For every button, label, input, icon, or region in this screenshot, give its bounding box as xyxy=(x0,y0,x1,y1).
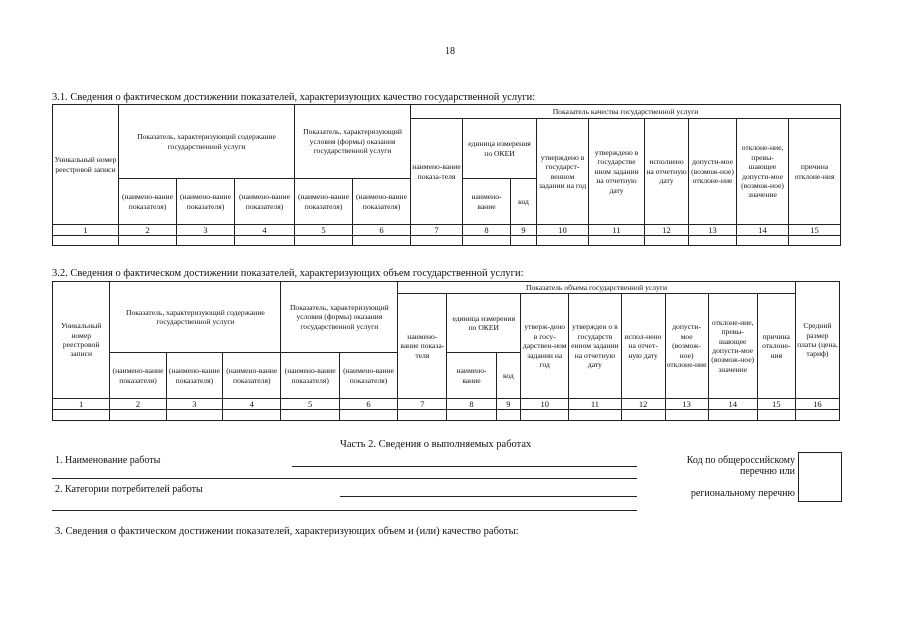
col-approved-task: утверждено в государст-венном задании на год xyxy=(537,119,589,225)
column-number: 9 xyxy=(511,225,537,236)
empty-cell[interactable] xyxy=(235,236,295,246)
code-label-line3: региональному перечню xyxy=(690,488,795,499)
column-number: 9 xyxy=(496,399,521,410)
col-unit-name: наимено-вание xyxy=(447,353,496,399)
col-unit-code: код xyxy=(511,179,537,225)
work-indicators-title: 3. Сведения о фактическом достижении показателей, характеризующих объем и (или) качество работы: xyxy=(55,526,519,537)
table-row xyxy=(53,410,840,421)
col-unit: единица измерения по ОКЕИ xyxy=(447,294,521,353)
empty-cell[interactable] xyxy=(398,410,447,421)
section-3-1-title: 3.1. Сведения о фактическом достижении показателей, характеризующих качество государственной услуги: xyxy=(52,92,536,103)
empty-cell[interactable] xyxy=(166,410,222,421)
col-executed: испол-нено на отчет-ную дату xyxy=(621,294,665,399)
work-name-label: 1. Наименование работы xyxy=(55,455,161,466)
consumer-category-label: 2. Категории потребителей работы xyxy=(55,484,203,495)
empty-cell[interactable] xyxy=(665,410,708,421)
column-number: 1 xyxy=(53,399,110,410)
consumer-category-line[interactable] xyxy=(340,496,637,497)
col-conditions-indicator: Показатель, характеризующий условия (формы) оказания государственной услуги xyxy=(281,282,398,353)
empty-cell[interactable] xyxy=(295,236,353,246)
column-number: 12 xyxy=(645,225,689,236)
column-number: 7 xyxy=(398,399,447,410)
empty-cell[interactable] xyxy=(119,236,177,246)
empty-cell[interactable] xyxy=(621,410,665,421)
volume-table xyxy=(52,281,840,421)
empty-cell[interactable] xyxy=(795,410,839,421)
column-number: 10 xyxy=(537,225,589,236)
col-approved-task: утверж-дено в госу-дарствен-ном задании на год xyxy=(521,294,569,399)
empty-cell[interactable] xyxy=(281,410,339,421)
empty-cell[interactable] xyxy=(708,410,757,421)
empty-cell[interactable] xyxy=(757,410,795,421)
col-average-price: Средний размер платы (цена, тариф) xyxy=(795,282,839,399)
sub-indicator-name: (наимено-вание показателя) xyxy=(339,353,397,399)
sub-indicator-name: (наимено-вание показателя) xyxy=(223,353,281,399)
column-number: 6 xyxy=(353,225,411,236)
registry-code-box[interactable] xyxy=(798,452,842,502)
col-executed: исполнено на отчетную дату xyxy=(645,119,689,225)
column-number: 16 xyxy=(795,399,839,410)
empty-cell[interactable] xyxy=(589,236,645,246)
col-content-indicator: Показатель, характеризующий содержание государственной услуги xyxy=(119,105,295,179)
empty-cell[interactable] xyxy=(177,236,235,246)
col-quality-indicator: Показатель качества государственной услуги xyxy=(411,105,841,119)
col-exceeding-deviation: отклоне-ние, превы-шающее допусти-мое (возмож-ное) значение xyxy=(708,294,757,399)
empty-cell[interactable] xyxy=(789,236,841,246)
col-exceeding-deviation: отклоне-ние, превы-шающее допусти-мое (возмож-ное) значение xyxy=(737,119,789,225)
empty-cell[interactable] xyxy=(511,236,537,246)
empty-cell[interactable] xyxy=(53,236,119,246)
col-unique-number: Уникальный номер реестровой записи xyxy=(53,282,110,399)
col-approved-report: утвержден о в государств енном задании на отчетную дату xyxy=(569,294,621,399)
quality-table xyxy=(52,104,841,246)
page-number: 18 xyxy=(445,46,455,57)
col-approved-report: утверждено в государстве нном задании на отчетную дату xyxy=(589,119,645,225)
empty-cell[interactable] xyxy=(411,236,463,246)
col-unique-number: Уникальный номер реестровой записи xyxy=(53,105,119,225)
work-name-underline xyxy=(52,478,637,479)
column-number: 3 xyxy=(177,225,235,236)
column-number: 7 xyxy=(411,225,463,236)
col-volume-indicator: Показатель объема государственной услуги xyxy=(398,282,796,294)
empty-cell[interactable] xyxy=(645,236,689,246)
col-content-indicator: Показатель, характеризующий содержание государственной услуги xyxy=(110,282,281,353)
empty-cell[interactable] xyxy=(496,410,521,421)
column-number: 14 xyxy=(708,399,757,410)
sub-indicator-name: (наимено-вание показателя) xyxy=(235,179,295,225)
column-number: 5 xyxy=(281,399,339,410)
column-number: 13 xyxy=(689,225,737,236)
code-label-line2: перечню или xyxy=(739,466,795,477)
empty-cell[interactable] xyxy=(537,236,589,246)
sub-indicator-name: (наимено-вание показателя) xyxy=(177,179,235,225)
work-name-line[interactable] xyxy=(292,466,637,467)
col-allowed-deviation: допусти-мое (возмож-ное) отклоне-ние xyxy=(689,119,737,225)
col-deviation-reason: причина отклоне-ния xyxy=(757,294,795,399)
col-indicator-name: наимено-вание показа-теля xyxy=(411,119,463,225)
empty-cell[interactable] xyxy=(339,410,397,421)
column-number: 1 xyxy=(53,225,119,236)
empty-cell[interactable] xyxy=(521,410,569,421)
empty-cell[interactable] xyxy=(463,236,511,246)
table-row xyxy=(53,236,841,246)
col-unit-name: наимено-вание xyxy=(463,179,511,225)
sub-indicator-name: (наимено-вание показателя) xyxy=(166,353,222,399)
consumer-category-underline xyxy=(52,510,637,511)
column-number: 5 xyxy=(295,225,353,236)
sub-indicator-name: (наимено-вание показателя) xyxy=(353,179,411,225)
sub-indicator-name: (наимено-вание показателя) xyxy=(295,179,353,225)
column-number: 6 xyxy=(339,399,397,410)
empty-cell[interactable] xyxy=(447,410,496,421)
column-number: 2 xyxy=(110,399,166,410)
sub-indicator-name: (наимено-вание показателя) xyxy=(110,353,166,399)
column-number: 8 xyxy=(447,399,496,410)
empty-cell[interactable] xyxy=(689,236,737,246)
empty-cell[interactable] xyxy=(53,410,110,421)
empty-cell[interactable] xyxy=(223,410,281,421)
empty-cell[interactable] xyxy=(569,410,621,421)
column-number: 13 xyxy=(665,399,708,410)
col-deviation-reason: причина отклоне-ния xyxy=(789,119,841,225)
col-unit-code: код xyxy=(496,353,521,399)
col-conditions-indicator: Показатель, характеризующий условия (формы) оказания государственной услуги xyxy=(295,105,411,179)
sub-indicator-name: (наимено-вание показателя) xyxy=(119,179,177,225)
column-number: 11 xyxy=(589,225,645,236)
column-number: 15 xyxy=(757,399,795,410)
empty-cell[interactable] xyxy=(353,236,411,246)
code-label-line1: Код по общероссийскому xyxy=(686,455,795,466)
col-indicator-name: наимено-вание показа-теля xyxy=(398,294,447,399)
col-unit: единица измерения по ОКЕИ xyxy=(463,119,537,179)
column-number: 3 xyxy=(166,399,222,410)
col-allowed-deviation: допусти-мое (возмож-ное) отклоне-ние xyxy=(665,294,708,399)
column-number: 4 xyxy=(223,399,281,410)
column-number: 14 xyxy=(737,225,789,236)
column-number: 12 xyxy=(621,399,665,410)
column-number: 8 xyxy=(463,225,511,236)
sub-indicator-name: (наимено-вание показателя) xyxy=(281,353,339,399)
empty-cell[interactable] xyxy=(737,236,789,246)
column-number: 10 xyxy=(521,399,569,410)
column-number: 15 xyxy=(789,225,841,236)
column-number: 4 xyxy=(235,225,295,236)
part-2-title: Часть 2. Сведения о выполняемых работах xyxy=(340,439,532,450)
column-number: 2 xyxy=(119,225,177,236)
column-number: 11 xyxy=(569,399,621,410)
section-3-2-title: 3.2. Сведения о фактическом достижении показателей, характеризующих объем государственной услуги: xyxy=(52,268,524,279)
empty-cell[interactable] xyxy=(110,410,166,421)
